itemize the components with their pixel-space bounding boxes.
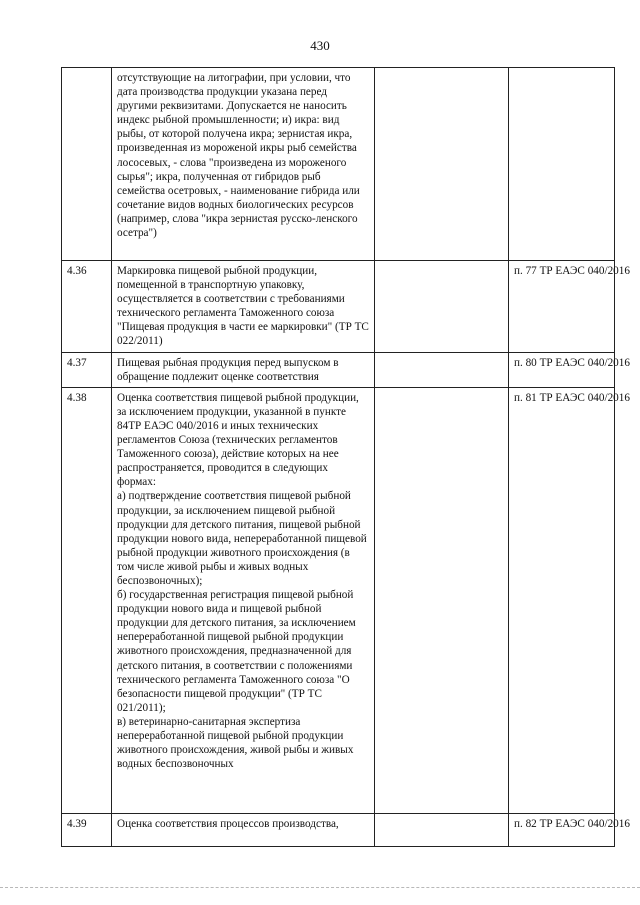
requirement-text: отсутствующие на литографии, при условии, что дата производства продукции указана перед другими реквизитами. Допускается не наносить индекс рыбной промышленности; и) икра: вид рыбы, от которой получена икра; зернистая икра, произведенная из мороженой икры рыб семейства лососевых, - слова "произведена из мороженого сырья"; икра, полученная от гибридов рыб семейства осетровых, - наименование гибрида или сочетание видов водных биологических ресурсов (например, слова "икра зернистая русско-ленского осетра") [112, 68, 375, 261]
reference-cell [509, 68, 615, 261]
empty-cell [375, 813, 509, 846]
reference-cell: п. 80 ТР ЕАЭС 040/2016 [509, 352, 615, 387]
reference-cell: п. 82 ТР ЕАЭС 040/2016 [509, 813, 615, 846]
footer-divider [0, 887, 640, 888]
table-row [62, 352, 615, 387]
table-row [62, 387, 615, 813]
empty-cell [375, 352, 509, 387]
table-row [62, 813, 615, 846]
empty-cell [375, 261, 509, 353]
requirements-table [61, 67, 630, 847]
row-number: 4.39 [62, 813, 112, 846]
table-row [62, 261, 615, 353]
requirement-text: Маркировка пищевой рыбной продукции, помещенной в транспортную упаковку, осуществляется в соответствии с требованиями технического регламента Таможенного союза "Пищевая продукция в части ее маркировки" (ТР ТС 022/2011) [112, 261, 375, 353]
page-number: 430 [310, 38, 330, 53]
requirement-text: Пищевая рыбная продукция перед выпуском в обращение подлежит оценке соответствия [112, 352, 375, 387]
empty-cell [375, 387, 509, 813]
row-number: 4.37 [62, 352, 112, 387]
reference-cell: п. 77 ТР ЕАЭС 040/2016 [509, 261, 615, 353]
row-number: 4.36 [62, 261, 112, 353]
table-row [62, 68, 615, 261]
row-number [62, 68, 112, 261]
empty-cell [375, 68, 509, 261]
requirement-text: Оценка соответствия процессов производства, [112, 813, 375, 846]
row-number: 4.38 [62, 387, 112, 813]
reference-cell: п. 81 ТР ЕАЭС 040/2016 [509, 387, 615, 813]
requirement-text: Оценка соответствия пищевой рыбной продукции, за исключением продукции, указанной в пункте 84ТР ЕАЭС 040/2016 и иных технических регламентов Союза (технических регламентов Таможенного союза), действие которых на нее распространяется, проводится в следующих формах: а) подтверждение соответствия пищевой рыбной продукции, за исключением пищевой рыбной продукции для детского питания, пищевой рыбной продукции нового вида, непереработанной пищевой рыбной продукции животного происхождения (в том числе живой рыбы и живых водных беспозвоночных); б) государственная регистрация пищевой рыбной продукции нового вида и пищевой рыбной продукции для детского питания, за исключением непереработанной пищевой рыбной продукции животного происхождения, предназначенной для детского питания, в соответствии с положениями технического регламента Таможенного союза "О безопасности пищевой продукции" (ТР ТС 021/2011); в) ветеринарно-санитарная экспертиза непереработанной пищевой рыбной продукции животного происхождения, живой рыбы и живых водных беспозвоночных [112, 387, 375, 813]
